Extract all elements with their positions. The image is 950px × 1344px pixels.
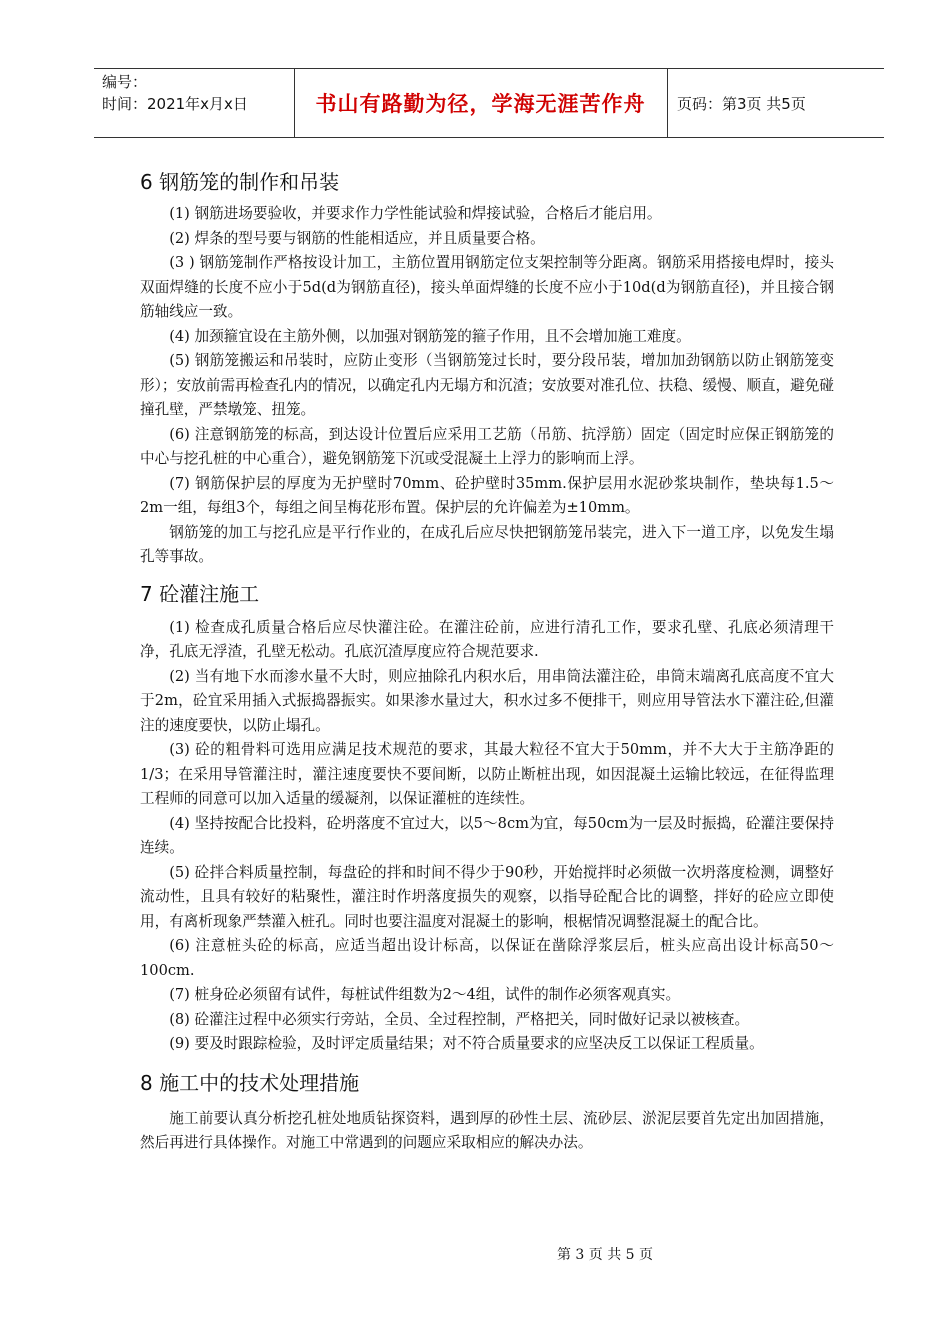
paragraph: (4) 加颈箍宜设在主筋外侧，以加强对钢筋笼的箍子作用，且不会增加施工难度。 [169, 327, 691, 345]
paragraph: (7) 钢筋保护层的厚度为无护壁时70mm、砼护壁时35mm.保护层用水泥砂浆块制作，垫块每1.5～2m一组，每组3个，每组之间呈梅花形布置。保护层的允许偏差为±10mm。 [140, 474, 834, 516]
paragraph: (6) 注意桩头砼的标高，应适当超出设计标高，以保证在凿除浮浆层后，桩头应高出设计标高50～100cm. [140, 937, 834, 979]
paragraph: 钢筋笼的加工与挖孔应是平行作业的，在成孔后应尽快把钢筋笼吊装完，进入下一道工序，以免发生塌孔等事故。 [140, 523, 834, 565]
section-heading: 6 钢筋笼的制作和吊装 [140, 170, 340, 194]
document-number-label: 编号： [102, 73, 148, 91]
paragraph: (2) 焊条的型号要与钢筋的性能相适应，并且质量要合格。 [169, 229, 545, 247]
paragraph: 施工前要认真分析挖孔桩处地质钻探资料，遇到厚的砂性土层、流砂层、淤泥层要首先定出加固措施，然后再进行具体操作。对施工中常遇到的问题应采取相应的解决办法。 [140, 1109, 834, 1151]
paragraph: (1) 检查成孔质量合格后应尽快灌注砼。在灌注砼前，应进行清孔工作，要求孔壁、孔底必须清理干净，孔底无浮渣，孔壁无松动。孔底沉渣厚度应符合规范要求. [140, 618, 834, 660]
document-body [140, 168, 834, 1156]
header-meta [102, 71, 292, 115]
document-time-label: 时间：2021年x月x日 [102, 95, 248, 113]
paragraph: (7) 桩身砼必须留有试件，每桩试件组数为2～4组，试件的制作必须客观真实。 [169, 986, 681, 1003]
section-heading: 7 砼灌注施工 [140, 581, 260, 606]
paragraph: (2) 当有地下水而渗水量不大时，则应抽除孔内积水后，用串筒法灌注砼，串筒末端离孔底高度不宜大于2m，砼宜采用插入式振捣器振实。如果渗水量过大，积水过多不便排干，则应用导管法水下灌注砼,但灌注的速度要快，以防止塌孔。 [140, 667, 834, 734]
paragraph: (9) 要及时跟踪检验，及时评定质量结果；对不符合质量要求的应坚决反工以保证工程质量。 [169, 1035, 764, 1052]
section-heading: 8 施工中的技术处理措施 [140, 1070, 360, 1095]
page-header [94, 68, 884, 138]
page-footer: 第 3 页 共 5 页 [556, 1247, 654, 1263]
header-divider [667, 69, 668, 137]
paragraph: (4) 坚持按配合比投料，砼坍落度不宜过大，以5～8cm为宜，每50cm为一层及时振捣，砼灌注要保持连续。 [140, 814, 834, 856]
paragraph: (3) 砼的粗骨料可选用应满足技术规范的要求，其最大粒径不宜大于50mm，并不大大于主筋净距的1/3；在采用导管灌注时，灌注速度要快不要间断，以防止断桩出现，如因混凝土运输比较远，在征得监理工程师的同意可以加入适量的缓凝剂，以保证灌桩的连续性。 [140, 741, 834, 807]
paragraph: (8) 砼灌注过程中必须实行旁站，全员、全过程控制，严格把关，同时做好记录以被核查。 [169, 1010, 750, 1028]
paragraph: (5) 钢筋笼搬运和吊装时，应防止变形（当钢筋笼过长时，要分段吊装，增加加劲钢筋以防止钢筋笼变形）；安放前需再检查孔内的情况，以确定孔内无塌方和沉渣；安放要对准孔位、扶稳、缓慢、顺直，避免碰撞孔壁，严禁墩笼、扭笼。 [140, 352, 834, 418]
header-page-label: 页码：第3页 共5页 [677, 94, 806, 113]
paragraph: (1) 钢筋进场要验收，并要求作力学性能试验和焊接试验，合格后才能启用。 [169, 205, 662, 222]
paragraph: (6) 注意钢筋笼的标高，到达设计位置后应采用工艺筋（吊筋、抗浮筋）固定（固定时应保正钢筋笼的中心与挖孔桩的中心重合），避免钢筋笼下沉或受混凝土上浮力的影响而上浮。 [140, 425, 834, 467]
paragraph: (3 ) 钢筋笼制作严格按设计加工，主筋位置用钢筋定位支架控制等分距离。钢筋采用搭接电焊时，接头双面焊缝的长度不应小于5d(d为钢筋直径)，接头单面焊缝的长度不应小于10d(d为钢筋直径)，并且接合钢筋轴线应一致。 [140, 254, 834, 320]
header-motto: 书山有路勤为径，学海无涯苦作舟 [315, 92, 646, 116]
paragraph: (5) 砼拌合料质量控制，每盘砼的拌和时间不得少于90秒，开始搅拌时必须做一次坍落度检测，调整好流动性，且具有较好的粘聚性，灌注时作坍落度损失的观察，以指导砼配合比的调整，拌好的砼应立即使用，有离析现象严禁灌入桩孔。同时也要注温度对混凝土的影响，根椐情况调整混凝土的配合比。 [140, 863, 834, 930]
